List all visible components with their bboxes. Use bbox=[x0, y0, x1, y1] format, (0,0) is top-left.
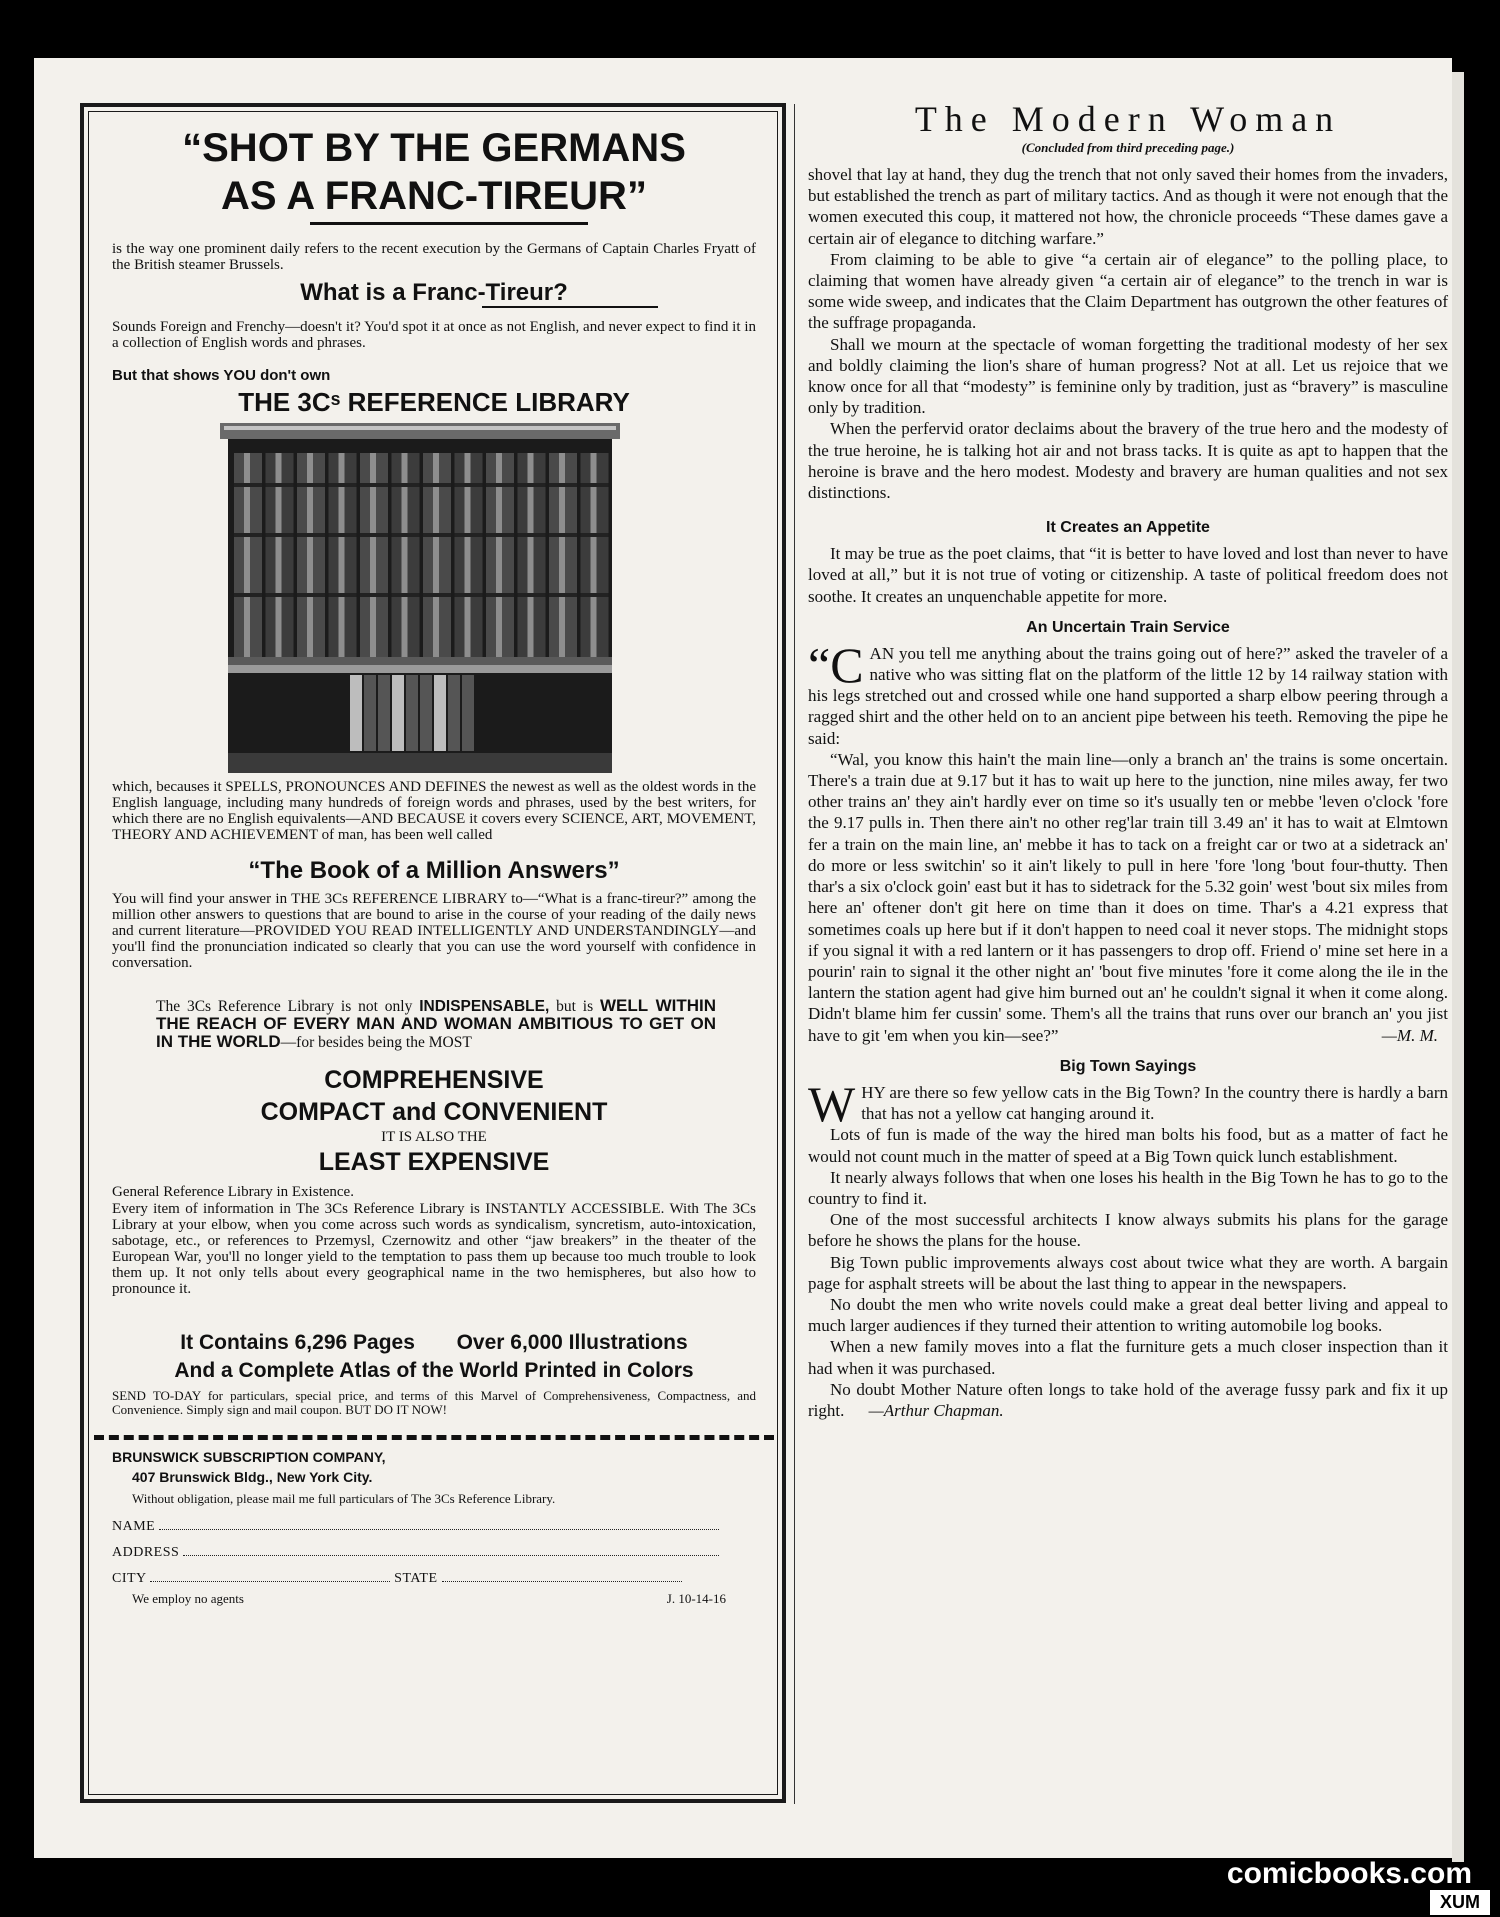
headline-underline bbox=[310, 222, 588, 225]
coupon-company: BRUNSWICK SUBSCRIPTION COMPANY, bbox=[112, 1449, 386, 1465]
general-library: General Reference Library in Existence. bbox=[112, 1184, 354, 1200]
address-row bbox=[112, 1545, 756, 1561]
city-row bbox=[112, 1571, 756, 1587]
advertisement bbox=[80, 103, 786, 1803]
p4-a: The 3Cs Reference Library is not only bbox=[156, 998, 413, 1015]
train-heading: An Uncertain Train Service bbox=[1026, 618, 1230, 636]
least-expensive: LEAST EXPENSIVE bbox=[318, 1148, 550, 1176]
big-town-paragraph: Lots of fun is made of the way the hired man bolts his food, but as a matter of fact he would not count much in the matter of speed at a Big Town quick lunch establishment. bbox=[808, 1125, 1448, 1166]
state-label: STATE bbox=[394, 1571, 438, 1586]
article-paragraph: From claiming to be able to give “a certain air of elegance” to the polling place, to claiming that women have already given “a certain air of elegance” to the trench in war is some wide sweep, and indicates that the Claim Department has outgrown the other features of the suffrage propaganda. bbox=[808, 249, 1448, 333]
ad-question: What is a Franc-Tireur? bbox=[300, 279, 568, 306]
city-field[interactable] bbox=[150, 1581, 390, 1582]
p4-d: WELL WITHIN THE REACH OF EVERY MAN AND WOMAN AMBITIOUS TO GET ON IN THE WORLD bbox=[156, 996, 716, 1051]
comprehensive: COMPREHENSIVE bbox=[324, 1066, 544, 1094]
ad-paragraph-5: Every item of information in The 3Cs Reference Library is INSTANTLY ACCESSIBLE. With The 3Cs Library at your elbow, when you come across such words as syndicalism, syncretism, auto-intoxication, sabotage, etc., or references to Przemysl, Czernowitz and other “jaw breakers” in the theater of the European War, you'll no longer yield to the temptation to pass them up because too much trouble to look them up. It not only tells about every geographical name in the two hemispheres, but also how to pronounce it. bbox=[112, 1201, 756, 1297]
concluded-note: (Concluded from third preceding page.) bbox=[1021, 140, 1235, 155]
address-field[interactable] bbox=[183, 1555, 719, 1556]
no-agents: We employ no agents bbox=[132, 1591, 244, 1606]
article-title: The Modern Woman bbox=[914, 99, 1342, 139]
big-town-paragraph: No doubt the men who write novels could make a great deal better living and appeal to much larger audiences if they turned their attention to writing automobile log books. bbox=[808, 1294, 1448, 1336]
column-divider bbox=[794, 104, 795, 1804]
big-town-signature: —Arthur Chapman. bbox=[868, 1400, 1004, 1420]
contains-illustrations: Over 6,000 Illustrations bbox=[456, 1331, 688, 1354]
big-town-paragraph-1: WHY are there so few yellow cats in the Big Town? In the country there is hardly a barn that has not a yellow cat hanging around it. bbox=[808, 1075, 1448, 1132]
coupon-footer bbox=[112, 1591, 756, 1607]
ad-headline-2: AS A FRANC-TIREUR” bbox=[221, 174, 647, 218]
ad-paragraph-1: Sounds Foreign and Frenchy—doesn't it? You'd spot it at once as not English, and never expect to find it in a collection of English words and phrases. bbox=[112, 319, 756, 351]
library-title: THE 3Cˢ REFERENCE LIBRARY bbox=[238, 387, 630, 417]
p4-e: —for besides being the MOST bbox=[280, 1034, 472, 1051]
p4-b: INDISPENSABLE, bbox=[419, 998, 550, 1015]
question-underline bbox=[482, 306, 658, 308]
ad-paragraph-3: You will find your answer in THE 3Cs REFERENCE LIBRARY to—“What is a franc-tireur?” among the million other answers to questions that are bound to arise in the course of your reading of the daily news and current literature—PROVIDED YOU READ INTELLIGENTLY AND UNDERSTANDINGLY—and you'll find the pronunciation indicated so clearly that you can use the word yourself with confidence in conversation. bbox=[112, 891, 756, 971]
coupon-cut-line bbox=[94, 1435, 774, 1440]
article-column bbox=[808, 98, 1448, 1421]
big-town-body bbox=[808, 1124, 1448, 1421]
ad-headline-1: “SHOT BY THE GERMANS bbox=[182, 126, 686, 170]
big-town-drop-cap: W bbox=[808, 1075, 856, 1132]
appetite-heading: It Creates an Appetite bbox=[1046, 519, 1210, 537]
coupon-request: Without obligation, please mail me full particulars of The 3Cs Reference Library. bbox=[132, 1491, 556, 1506]
site-watermark: comicbooks.com bbox=[1226, 1857, 1472, 1890]
atlas-line: And a Complete Atlas of the World Printed in Colors bbox=[174, 1359, 694, 1382]
big-town-paragraph: Big Town public improvements always cost about twice what they are worth. A bargain page for asphalt streets will be about the last thing to appear in the newspapers. bbox=[808, 1252, 1448, 1293]
article-paragraph: shovel that lay at hand, they dug the trench that not only saved their homes from the invaders, but established the trench as part of military tactics. And as though it were not enough that the women executed this coup, it mattered not how, the chronicle proceeds “These dames gave a certain air of elegance to ditching warfare.” bbox=[808, 165, 1448, 248]
train-paragraph-1: “CAN you tell me anything about the trains going out of here?” asked the traveler of a native who was sitting flat on the platform of the little 12 by 14 railway station with his legs stretched out and crossed while one hand supported a sharp elbow peering through a ragged shirt and the other held on to an ancient pipe between his teeth. Removing the pipe he said: bbox=[808, 636, 1448, 748]
compact: COMPACT and CONVENIENT bbox=[260, 1098, 608, 1126]
coupon-address: 407 Brunswick Bldg., New York City. bbox=[132, 1469, 373, 1485]
big-town-paragraph: One of the most successful architects I know always submits his plans for the garage before he shows the plans for the house. bbox=[808, 1210, 1448, 1251]
also: IT IS ALSO THE bbox=[381, 1129, 487, 1145]
name-field[interactable] bbox=[159, 1529, 719, 1530]
train-paragraph-2: “Wal, you know this hain't the main line—only a branch an' the trains is some oncertain. There's a train due at 9.17 but it has to wait up here to the junction, nine miles away, fer two other trains an' they ain't hardly ever on time so it's usually ten or mebbe 'leven o'clock 'fore the 9.17 pulls in. Then there ain't no other reg'lar train till 3.49 an' it has to wait at Elmtown fer a train on the main line, an' mebbe it has to tack on a freight car or two at a sidetrack an' do more or less switchin' so it ain't likely to pull in here 'fore 'long 'bout four-thutty. Then thar's a six o'clock goin' east but it has to sidetrack for the 5.32 goin' west 'bout six miles from here an' oftener don't git here on time than it does on time. Thar's a 4.21 express that sometimes coals up here but if it don't happen to need coal it never stops. The midnight stops if you signal it with a red lantern or it has passengers to drop off. Friend o' mine set here in a pourin' rain to signal it the other night an' 'bout five minutes 'fore it come along the ile in the lantern the station agent had give him burned out an' he couldn't signal it when it come along. Didn't blame him fer cussin' some. Them's all the trains that runs over our branch an' you jist have to git 'em when you kin—see?” bbox=[808, 749, 1448, 1045]
xum-tag: XUM bbox=[1430, 1890, 1490, 1915]
p4-c: but is bbox=[556, 998, 594, 1015]
send-today: SEND TO-DAY for particulars, special price, and terms of this Marvel of Comprehensiveness, Compactness, and Convenience. Simply sign and mail coupon. BUT DO IT NOW! bbox=[112, 1388, 756, 1417]
appetite-paragraph: It may be true as the poet claims, that “it is better to have loved and lost than never to have loved at all,” but it is not true of voting or citizenship. A taste of political freedom does not soothe. It creates an unquenchable appetite for more. bbox=[808, 544, 1448, 606]
article-paragraph: When the perfervid orator declaims about the bravery of the true hero and the modesty of the true heroine, he is talking hot air and not brass tacks. It is quite as apt to happen that the heroine is brave and the hero modest. Modesty and bravery are human qualities and not sex distinctions. bbox=[808, 419, 1448, 503]
contains-line bbox=[94, 1331, 774, 1355]
million-answers: “The Book of a Million Answers” bbox=[248, 857, 620, 884]
city-label: CITY bbox=[112, 1571, 147, 1586]
next-page-edge bbox=[1452, 72, 1464, 1862]
ad-paragraph-1-bold: But that shows YOU don't own bbox=[112, 367, 331, 384]
address-label: ADDRESS bbox=[112, 1545, 180, 1560]
bookcase-illustration bbox=[220, 423, 620, 773]
contains-pages: It Contains 6,296 Pages bbox=[180, 1331, 415, 1354]
big-town-paragraph: When a new family moves into a flat the furniture gets a much closer inspection than it had when it was purchased. bbox=[808, 1337, 1448, 1378]
big-town-heading: Big Town Sayings bbox=[1059, 1057, 1197, 1075]
name-row bbox=[112, 1519, 756, 1535]
coupon-code: J. 10-14-16 bbox=[666, 1591, 726, 1606]
big-town-paragraph: No doubt Mother Nature often longs to take hold of the average fussy park and fix it up right. —Arthur Chapman. bbox=[808, 1379, 1448, 1420]
state-field[interactable] bbox=[442, 1581, 682, 1582]
name-label: NAME bbox=[112, 1519, 156, 1534]
article-paragraph: Shall we mourn at the spectacle of woman forgetting the traditional modesty of her sex and boldly claiming the lion's share of human progress? Not at all. Let us rejoice that we know once for all that “modesty” is feminine only by tradition, just as “bravery” is masculine only by tradition. bbox=[808, 334, 1448, 418]
ad-intro: is the way one prominent daily refers to the recent execution by the Germans of Captain Charles Fryatt of the British steamer Brussels. bbox=[112, 241, 756, 273]
train-signature: —M. M. bbox=[1381, 1025, 1438, 1045]
coupon bbox=[112, 1449, 756, 1607]
train-drop-cap: “C bbox=[808, 636, 864, 693]
article-body bbox=[808, 164, 1448, 503]
big-town-paragraph: It nearly always follows that when one loses his health in the Big Town he has to go to the country to find it. bbox=[808, 1167, 1448, 1208]
ad-paragraph-2: which, becauses it SPELLS, PRONOUNCES AND DEFINES the newest as well as the oldest words in the English language, including many hundreds of foreign words and phrases, used by the best writers, for which there are no English equivalents—AND BECAUSE it covers every SCIENCE, ART, MOVEMENT, THEORY AND ACHIEVEMENT of man, has been well called bbox=[112, 779, 756, 843]
magazine-page bbox=[34, 58, 1452, 1858]
ad-paragraph-4 bbox=[156, 997, 716, 1051]
